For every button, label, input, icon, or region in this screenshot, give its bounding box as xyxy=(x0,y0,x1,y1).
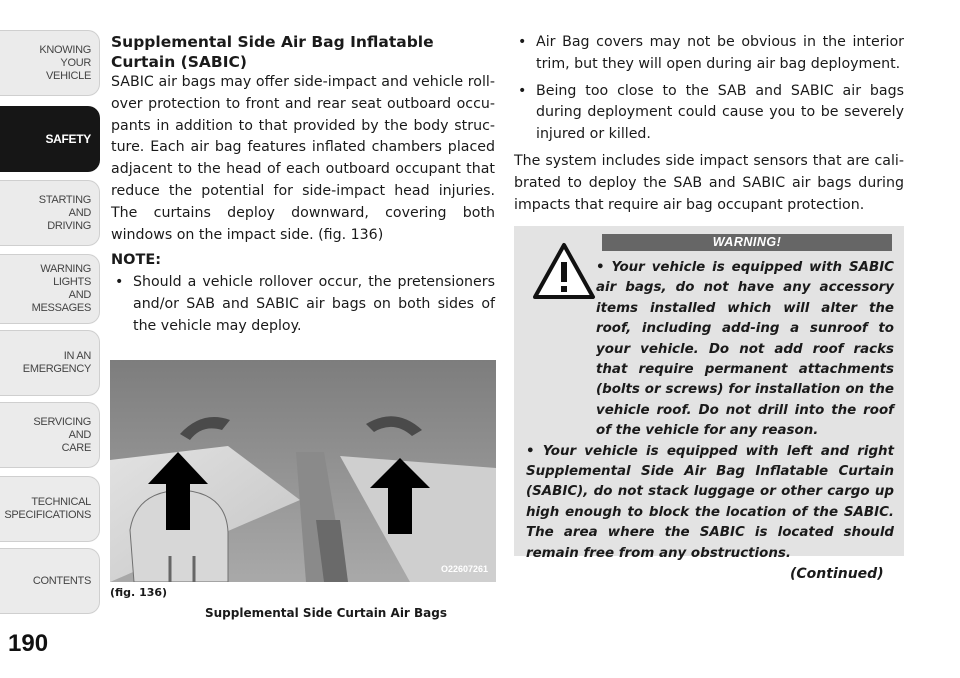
tab-label: SAFETY xyxy=(45,131,91,146)
airbag-note-bullet: • Air Bag covers may not be obvious in the interior trim, but they will open during air bag deployment. xyxy=(514,32,904,76)
right-column xyxy=(514,32,904,216)
figure-caption: Supplemental Side Curtain Air Bags xyxy=(205,606,447,620)
continued-label: (Continued) xyxy=(790,566,884,582)
tab-label: IN AN EMERGENCY xyxy=(22,350,91,375)
figure-id-code: O22607261 xyxy=(440,564,488,574)
note-list xyxy=(111,272,495,337)
tab-label: STARTING AND DRIVING xyxy=(38,193,91,232)
note-bullet: • Should a vehicle rollover occur, the pretensioners and/or SAB and SABIC air bags on both sides of the vehicle may deploy. xyxy=(111,272,495,337)
warning-item-sabic-cargo: • Your vehicle is equipped with left and right Supplemental Side Air Bag Inflatable Curtain (SABIC), do not stack luggage or other cargo up high enough to block the location of the SABIC. The area where the SABIC is located should remain free from any obstructions. xyxy=(526,443,894,561)
page-number: 190 xyxy=(8,630,49,657)
tab-label: CONTENTS xyxy=(32,574,91,587)
warning-box xyxy=(514,226,904,561)
note-label: NOTE: xyxy=(111,252,162,269)
tab-safety[interactable] xyxy=(0,106,100,172)
tab-label: WARNING LIGHTS AND MESSAGES xyxy=(31,263,91,314)
tab-in-an-emergency[interactable] xyxy=(0,330,100,396)
headliner-illustration xyxy=(110,360,496,582)
figure-136 xyxy=(110,360,496,582)
airbag-note-bullet: • Being too close to the SAB and SABIC air bags during deployment could cause you to be severely injured or killed. xyxy=(514,81,904,146)
tab-contents[interactable] xyxy=(0,548,100,614)
warning-header: WARNING! xyxy=(602,234,892,251)
tab-label: SERVICING AND CARE xyxy=(33,415,91,454)
tab-warning-lights-messages[interactable] xyxy=(0,254,100,324)
tab-label: TECHNICAL SPECIFICATIONS xyxy=(4,496,91,521)
tab-starting-and-driving[interactable] xyxy=(0,180,100,246)
warning-text xyxy=(526,258,894,564)
tab-knowing-your-vehicle[interactable] xyxy=(0,30,100,96)
tab-servicing-and-care[interactable] xyxy=(0,402,100,468)
section-heading: Supplemental Side Air Bag Inflatable Curtain (SABIC) xyxy=(111,33,434,71)
tab-technical-specifications[interactable] xyxy=(0,476,100,542)
left-column xyxy=(111,32,495,343)
airbag-notes-list xyxy=(514,32,904,146)
sensor-description: The system includes side impact sensors that are cali-brated to deploy the SAB and SABIC air bags during impacts that require air bag occupant protection. xyxy=(514,152,904,213)
tab-label: KNOWING YOUR VEHICLE xyxy=(39,43,91,82)
warning-item-sabic-roof: • Your vehicle is equipped with SABIC air bags, do not have any accessory items installed which will alter the roof, including add-ing a sunroof to your vehicle. Do not add roof racks that require permanent attachments (bolts or screws) for installation on the vehicle roof. Do not drill into the roof of the vehicle for any reason. xyxy=(596,260,894,439)
figure-reference: (fig. 136) xyxy=(110,586,168,599)
sabic-description: SABIC air bags may offer side-impact and vehicle roll-over protection to front and rear seat outboard occu-pants in addition to that provided by the body struc-ture. Each air bag features inflated chambers placed adjacent to the head of each outboard occupant that reduce the potential for side-impact head injuries. The curtains deploy downward, covering both windows on the impact side. (fig. 136) xyxy=(111,74,495,243)
